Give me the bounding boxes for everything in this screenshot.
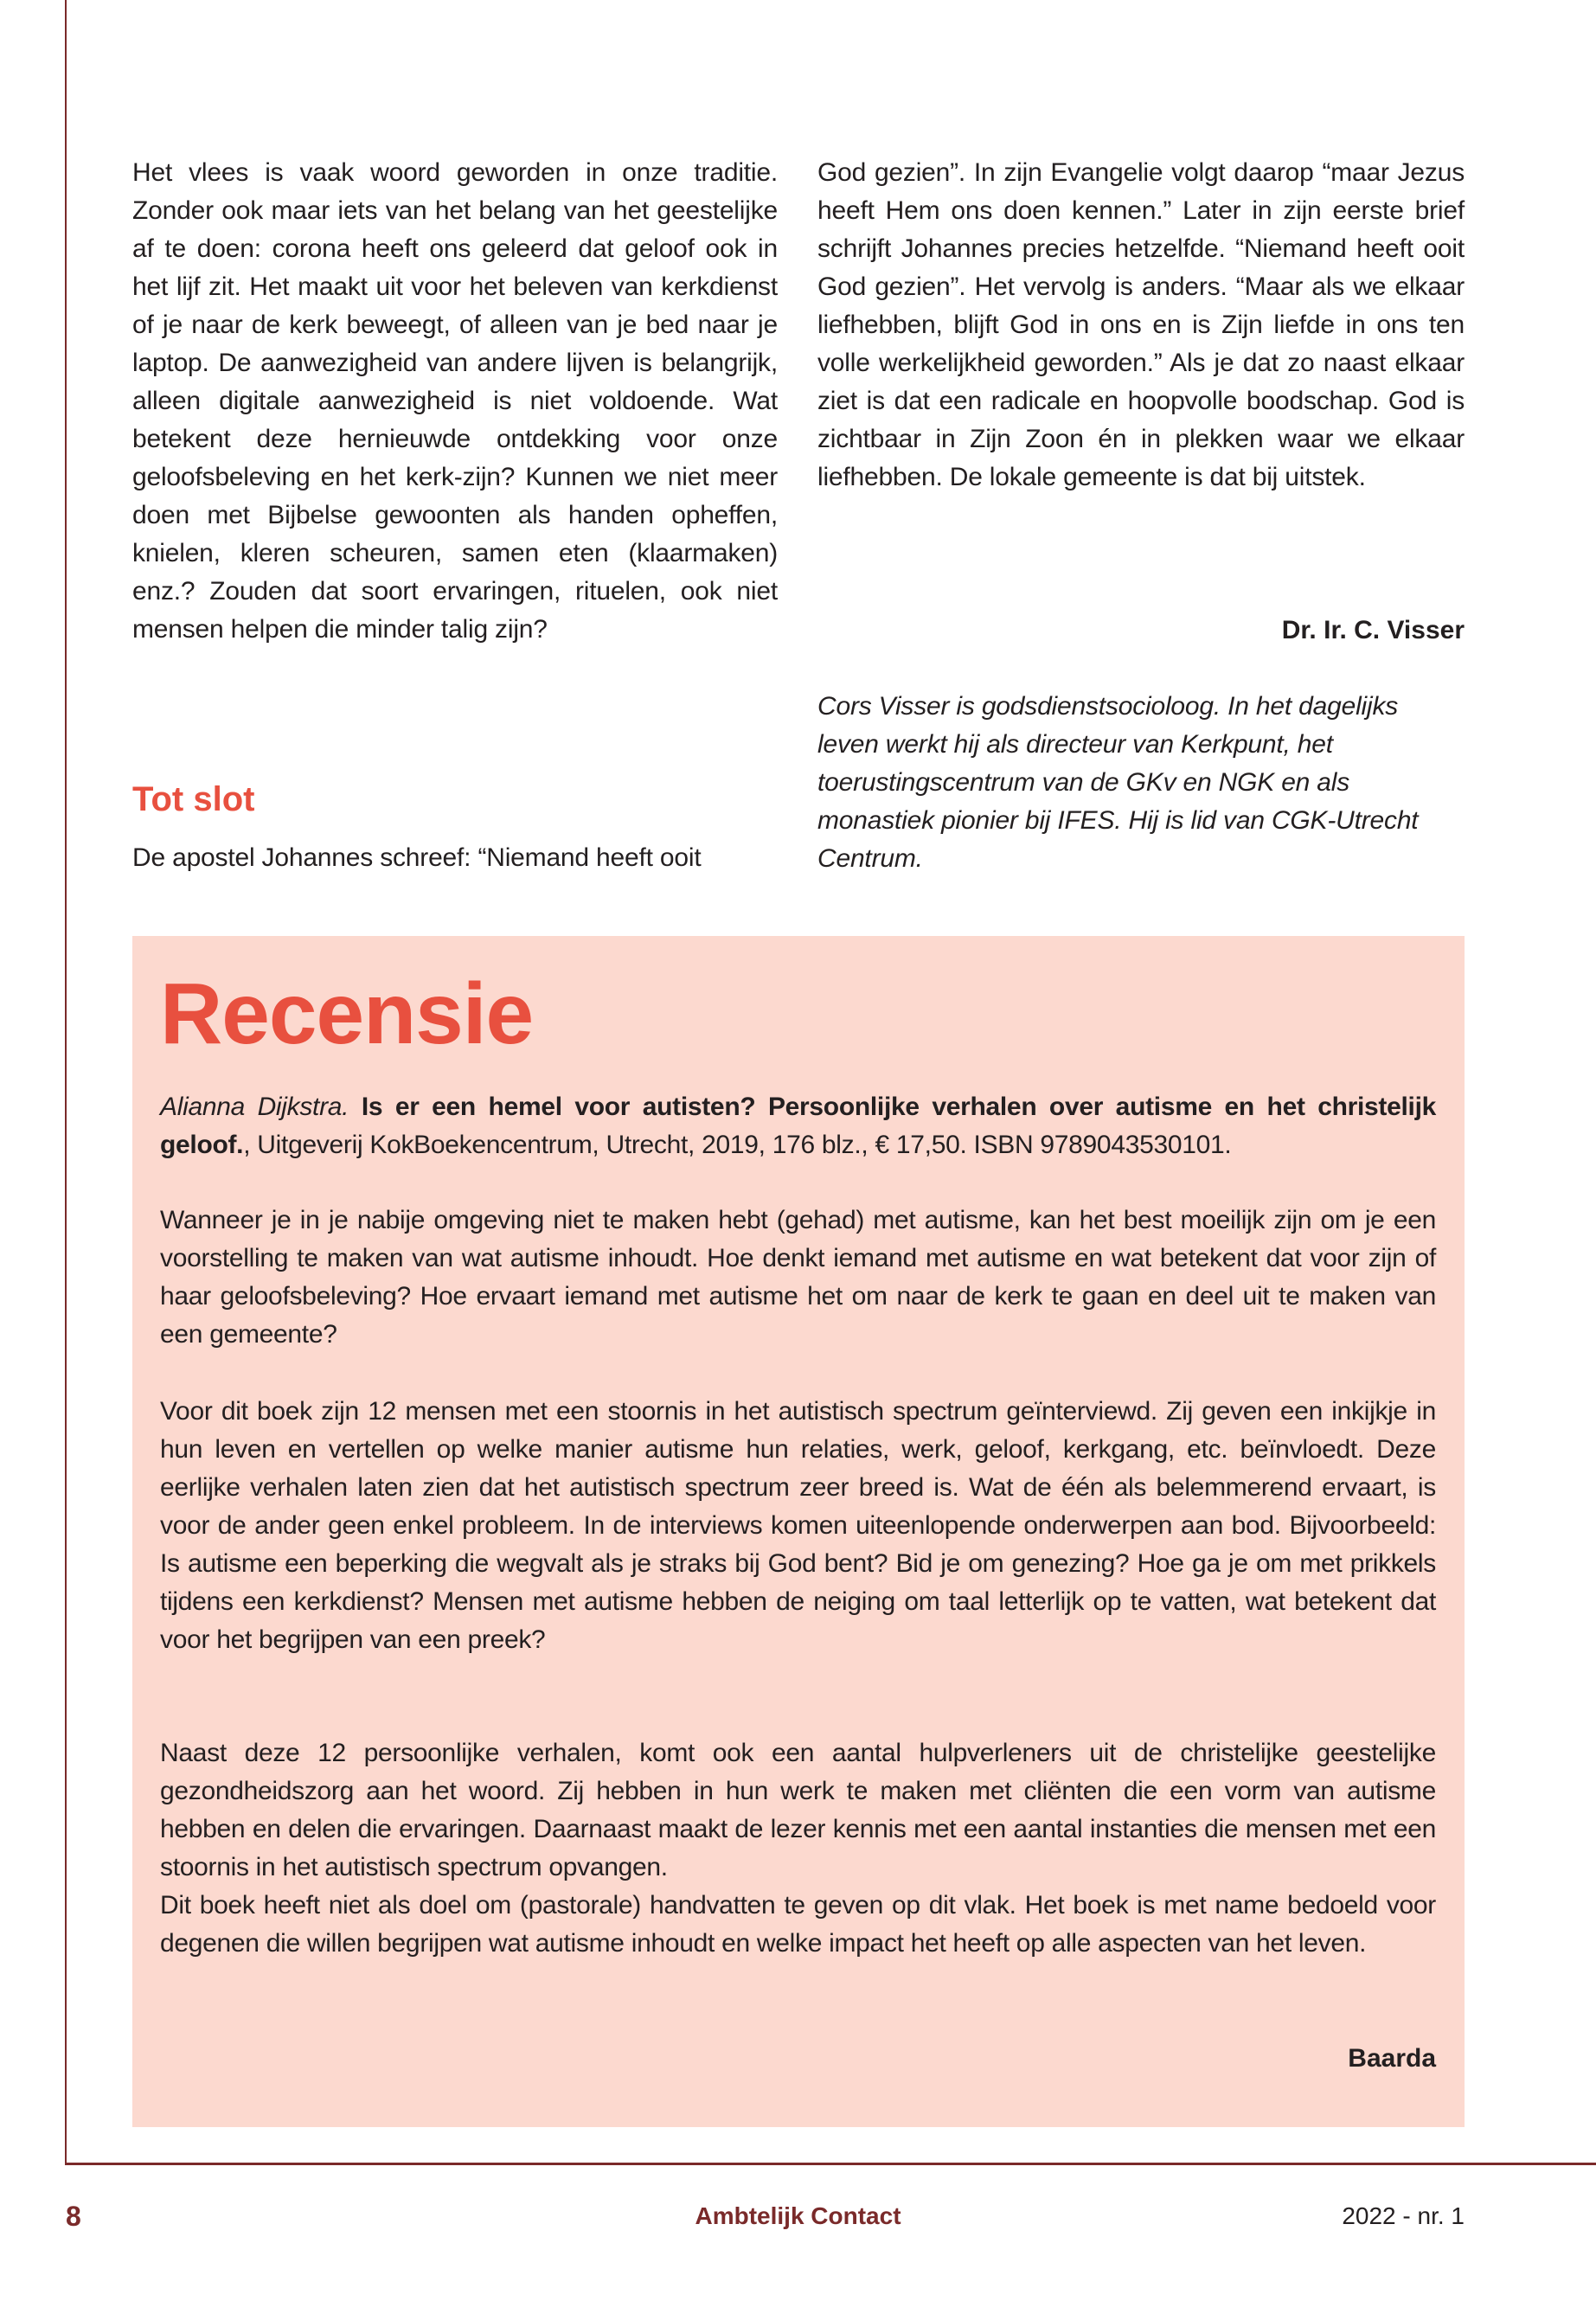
article-paragraph: God gezien”. In zijn Evangelie volgt daarop “maar Jezus heeft Hem ons doen kennen.” Later in zijn eerste brief schrijft Johannes precies hetzelfde. “Niemand heeft ooit God gezien”. Het vervolg is anders. “Maar als we elkaar liefhebben, blijft God in ons en is Zijn liefde in ons ten volle werkelijkheid geworden.” Als je dat zo naast elkaar ziet is dat een radicale en hoopvolle boodschap. God is zichtbaar in Zijn Zoon én in plekken waar we elkaar liefhebben. De lokale gemeente is dat bij uitstek. xyxy=(817,158,1465,491)
article-right-column xyxy=(817,154,1465,497)
review-box xyxy=(132,936,1465,2127)
book-reference xyxy=(160,1088,1436,1164)
author-bio: Cors Visser is godsdienstsocioloog. In het dagelijks leven werkt hij als directeur van Kerkpunt, het toerustingscentrum van de GKv en NGK en als monastiek pionier bij IFES. Hij is lid van CGK-Utrecht Centrum. xyxy=(817,692,1419,873)
issue-number: 2022 - nr. 1 xyxy=(1342,2202,1465,2229)
review-title: Recensie xyxy=(160,965,534,1062)
article-author: Dr. Ir. C. Visser xyxy=(1281,616,1465,644)
review-paragraph xyxy=(160,1202,1436,1354)
review-paragraph-3: Naast deze 12 persoonlijke verhalen, komt ook een aantal hulpverleners uit de christelijke geestelijke gezondheidszorg aan het woord. Zij hebben in hun werk te maken met cliënten die een vorm van autisme hebben en delen die ervaringen. Daarnaast maakt de lezer kennis met een aantal instanties die mensen met een stoornis in het autistisch spectrum opvangen. xyxy=(160,1739,1436,1881)
book-title: Is er een hemel voor autisten? Persoonlijke verhalen over autisme en het christelijk geloof. xyxy=(160,1093,1436,1159)
review-paragraph-1: Wanneer je in je nabije omgeving niet te maken hebt (gehad) met autisme, kan het best moeilijk zijn om je een voorstelling te maken van wat autisme inhoudt. Hoe denkt iemand met autisme en wat betekent dat voor zijn of haar geloofsbeleving? Hoe ervaart iemand met autisme het om naar de kerk te gaan en deel uit te maken van een gemeente? xyxy=(160,1206,1436,1349)
magazine-name: Ambtelijk Contact xyxy=(695,2202,901,2229)
article-paragraph: Het vlees is vaak woord geworden in onze traditie. Zonder ook maar iets van het belang van het geestelijke af te doen: corona heeft ons geleerd dat geloof ook in het lijf zit. Het maakt uit voor het beleven van kerkdienst of je naar de kerk beweegt, of alleen van je bed naar je laptop. De aanwezigheid van andere lijven is belangrijk, alleen digitale aanwezigheid is niet voldoende. Wat betekent deze hernieuwde ontdekking voor onze geloofsbeleving en het kerk-zijn? Kunnen we niet meer doen met Bijbelse gewoonten als handen opheffen, knielen, kleren scheuren, samen eten (klaarmaken) enz.? Zouden dat soort ervaringen, rituelen, ook niet mensen helpen die minder talig zijn? xyxy=(132,158,778,644)
article-left-column xyxy=(132,154,778,649)
book-author: Alianna Dijkstra. xyxy=(160,1093,349,1121)
review-paragraph xyxy=(160,1393,1436,1659)
reviewer-name: Baarda xyxy=(1348,2044,1436,2073)
article-closing-start xyxy=(132,839,778,877)
review-paragraph-4: Dit boek heeft niet als doel om (pastorale) handvatten te geven op dit vlak. Het boek is met name bedoeld voor degenen die willen begrijpen wat autisme inhoudt en welke impact het heeft op alle aspecten van het leven. xyxy=(160,1891,1436,1958)
book-details: , Uitgeverij KokBoekencentrum, Utrecht, 2019, 176 blz., € 17,50. ISBN 9789043530101. xyxy=(243,1131,1232,1159)
article-paragraph: De apostel Johannes schreef: “Niemand heeft ooit xyxy=(132,843,702,872)
page-number: 8 xyxy=(66,2201,81,2232)
margin-rule-vertical xyxy=(65,0,67,2164)
review-paragraph-2: Voor dit boek zijn 12 mensen met een stoornis in het autistisch spectrum geïnterviewd. Zij geven een inkijkje in hun leven en vertellen op welke manier autisme hun relaties, werk, geloof, kerkgang, etc. beïnvloedt. Deze eerlijke verhalen laten zien dat het autistisch spectrum zeer breed is. Wat de één als belemmerend ervaart, is voor de ander geen enkel probleem. In de interviews komen uiteenlopende onderwerpen aan bod. Bijvoorbeeld: Is autisme een beperking die wegvalt als je straks bij God bent? Bid je om genezing? Hoe ga je om met prikkels tijdens een kerkdienst? Mensen met autisme hebben de neiging om taal letterlijk op te vatten, wat betekent dat voor het begrijpen van een preek? xyxy=(160,1397,1436,1654)
review-paragraph xyxy=(160,1734,1436,1963)
footer-rule xyxy=(65,2163,1596,2165)
section-heading: Tot slot xyxy=(132,780,255,818)
